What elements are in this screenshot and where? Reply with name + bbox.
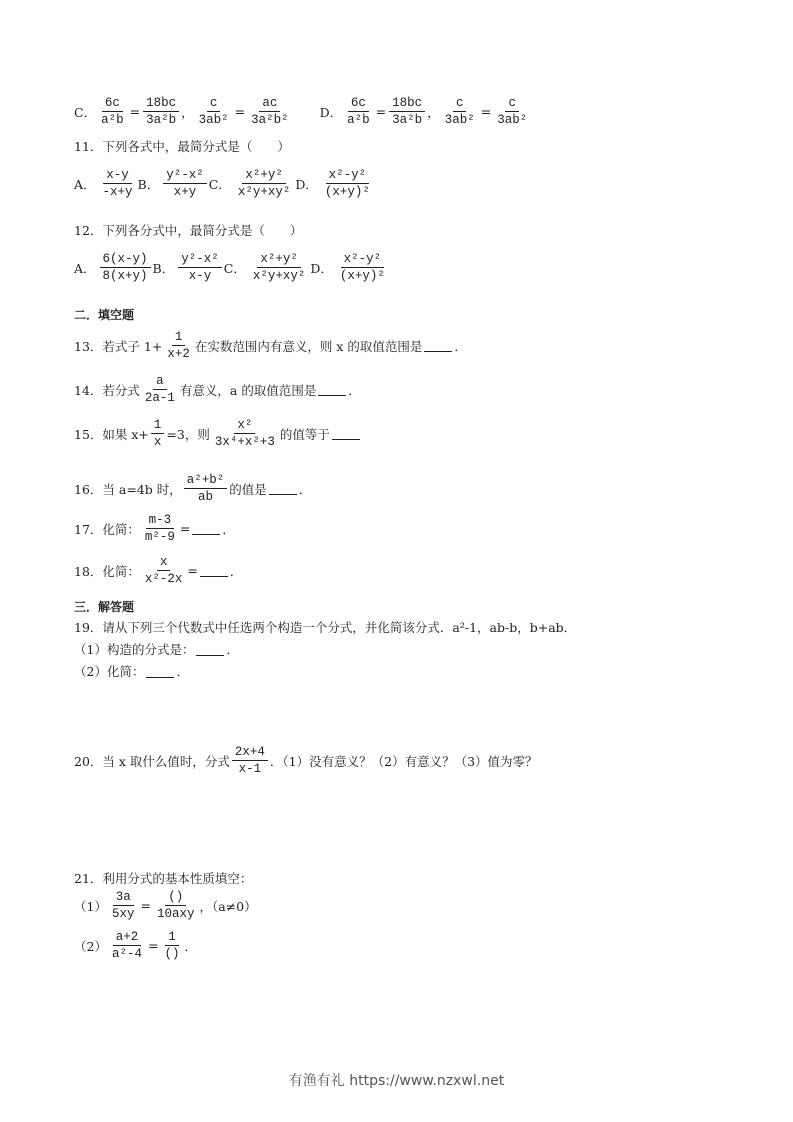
- q20: 20．当 x 取什么值时，分式 $\frac{2x+4}{x-1}$ ．（1）没有意义？（2）有意义？（3）值为零？: [74, 745, 538, 776]
- fraction: $\frac{m-3}{\text{m²-9}}$: [144, 513, 175, 544]
- answer-blank[interactable]: [192, 522, 220, 535]
- fraction: $\frac{()}{\text{10axy}}$: [156, 890, 195, 921]
- q12-options: A． $\frac{6(x-y)}{8(x+y)}$ B． $\frac{\text{y²-x²}}{x-y}$ C． $\frac{\text{x²+y²}}{\text{x²y+xy²}}$ D． $\frac{\text{x²-y²}}{\text{(x+y)²}}$: [74, 252, 390, 283]
- fraction: $\frac{6c}{\text{a²b}}$: [101, 96, 124, 127]
- answer-blank[interactable]: [318, 383, 346, 396]
- q14: 14．若分式 $\frac{a}{2a-1}$ 有意义，a 的取值范围是 ．: [74, 374, 361, 405]
- fraction: $\frac{a}{2a-1}$: [144, 374, 175, 405]
- fraction: $\frac{1}{x+2}$: [167, 330, 190, 361]
- fraction: $\frac{a+2}{\text{a²-4}}$: [111, 930, 142, 961]
- fraction: $\frac{c}{\text{3ab²}}$: [198, 96, 229, 127]
- fraction: $\frac{\text{x²}}{\text{3x⁴+x²+3}}$: [214, 418, 275, 449]
- q16: 16．当 a=4b 时， $\frac{\text{a²+b²}}{ab}$ 的值是 ．: [74, 473, 312, 504]
- fraction: $\frac{18bc}{\text{3a²b}}$: [389, 96, 425, 127]
- fraction: $\frac{18bc}{\text{3a²b}}$: [143, 96, 179, 127]
- q17: 17．化简： $\frac{m-3}{\text{m²-9}}$ = ．: [74, 513, 235, 544]
- fraction: $\frac{\text{x²+y²}}{\text{x²y+xy²}}$: [237, 168, 291, 199]
- fraction: $\frac{\text{y²-x²}}{x-y}$: [178, 252, 222, 283]
- fraction: $\frac{\text{x²-y²}}{\text{(x+y)²}}$: [339, 252, 385, 283]
- option-d-label: D．: [319, 104, 343, 120]
- answer-blank[interactable]: [196, 643, 224, 656]
- fraction: $\frac{x-y}{-x+y}$: [102, 168, 133, 199]
- q21-sub1: （1） $\frac{3a}{5xy}$ = $\frac{()}{\text{10axy}}$ ，（a≠0）: [74, 890, 257, 921]
- fraction: $\frac{6(x-y)}{8(x+y)}$: [100, 252, 151, 283]
- fraction: $\frac{c}{\text{3ab²}}$: [444, 96, 475, 127]
- fraction: $\frac{ac}{\text{3a²b²}}$: [251, 96, 289, 127]
- q12-stem: 12．下列各分式中，最简分式是（ ）: [74, 223, 303, 238]
- q15: 15．如果 x+ $\frac{1}{x}$ =3，则 $\frac{\text{x²}}{\text{3x⁴+x²+3}}$ 的值等于: [74, 418, 362, 449]
- q11-options: A． $\frac{x-y}{-x+y}$ B． $\frac{\text{y²-x²}}{x+y}$ C． $\frac{\text{x²+y²}}{\text{x²y+xy²}}$ D． $\frac{\text{x²-y²}}{\text{(x+y)²}}$: [74, 168, 375, 199]
- section-fill-in-heading: 二．填空题: [74, 308, 135, 322]
- q19-stem: 19．请从下列三个代数式中任选两个构造一个分式，并化简该分式．a²-1，ab-b，b+ab．: [74, 620, 577, 635]
- answer-blank[interactable]: [269, 482, 297, 495]
- q21-stem: 21．利用分式的基本性质填空：: [74, 871, 253, 886]
- fraction: $\frac{1}{x}$: [151, 418, 165, 449]
- fraction: $\frac{2x+4}{x-1}$: [232, 745, 268, 776]
- section-answer-heading: 三．解答题: [74, 600, 135, 614]
- footer-watermark: 有渔有礼 https://www.nzxwl.net: [288, 1073, 505, 1089]
- q10-options: C． $\frac{6c}{\text{a²b}}$ = $\frac{18bc}{\text{3a²b}}$ ， $\frac{c}{\text{3ab²}}$ = $\frac{ac}{\text{3a²b²}}$ D． $\frac{6c}{\text{a²b}}$ = $\frac{18bc}{\text{3a²b}}$ ， $\frac{c}{\text{3ab²}}$ = $\frac{c}{\text{3ab²}}$: [74, 96, 532, 127]
- fraction: $\frac{\text{y²-x²}}{x+y}$: [163, 168, 207, 199]
- fraction: $\frac{1}{()}$: [164, 930, 180, 961]
- q18: 18．化简： $\frac{x}{\text{x²-2x}}$ = ．: [74, 555, 243, 586]
- answer-blank[interactable]: [200, 564, 228, 577]
- q11-stem: 11．下列各式中，最简分式是（ ）: [74, 139, 290, 154]
- answer-blank[interactable]: [146, 665, 174, 678]
- fraction: $\frac{c}{\text{3ab²}}$: [497, 96, 528, 127]
- q21-sub2: （2） $\frac{a+2}{\text{a²-4}}$ = $\frac{1}{()}$ ．: [74, 930, 197, 961]
- fraction: $\frac{\text{x²-y²}}{\text{(x+y)²}}$: [324, 168, 370, 199]
- option-c-label: C．: [74, 104, 97, 120]
- answer-blank[interactable]: [332, 427, 360, 440]
- q19-sub2: （2）化简： ．: [74, 664, 189, 679]
- answer-blank[interactable]: [424, 339, 452, 352]
- q13: 13．若式子 1+ $\frac{1}{x+2}$ 在实数范围内有意义，则 x 的取值范围是 ．: [74, 330, 467, 361]
- fraction: $\frac{6c}{\text{a²b}}$: [347, 96, 370, 127]
- fraction: $\frac{\text{a²+b²}}{ab}$: [184, 473, 228, 504]
- fraction: $\frac{x}{\text{x²-2x}}$: [144, 555, 183, 586]
- q19-sub1: （1）构造的分式是： ．: [74, 642, 239, 657]
- fraction: $\frac{3a}{5xy}$: [111, 890, 135, 921]
- fraction: $\frac{\text{x²+y²}}{\text{x²y+xy²}}$: [252, 252, 306, 283]
